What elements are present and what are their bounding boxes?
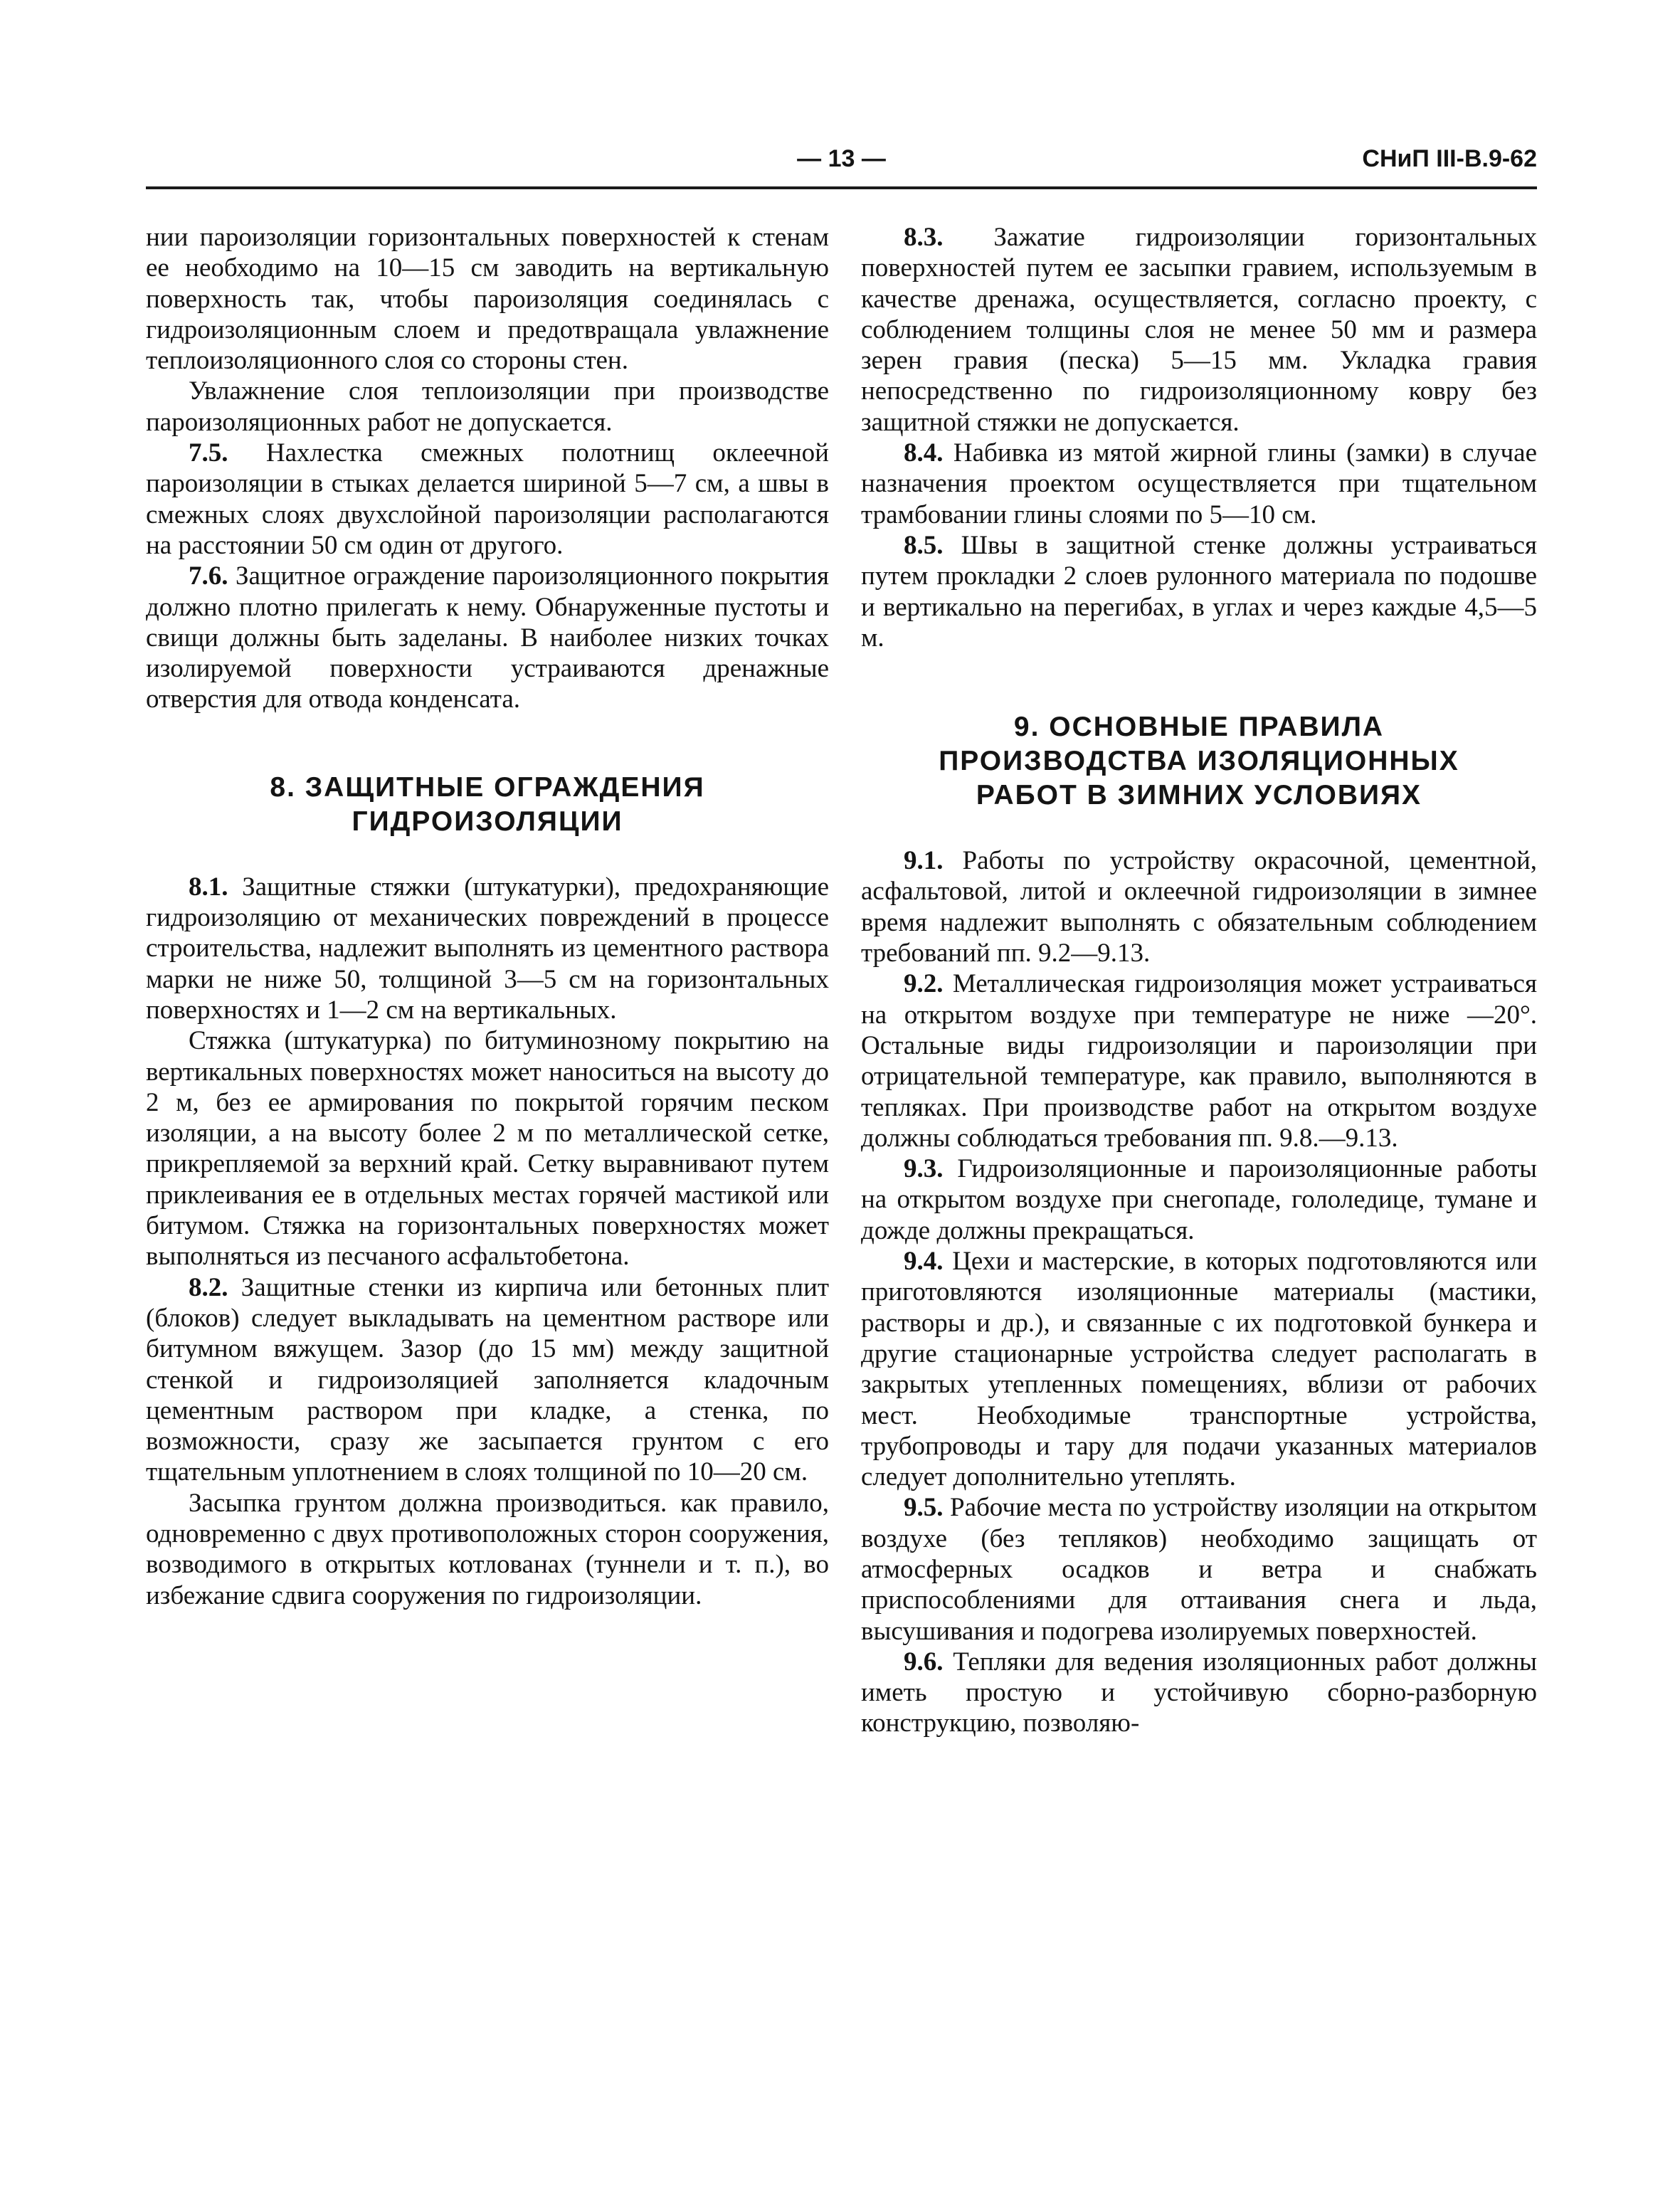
clause-8-2 (146, 1272, 829, 1488)
clause-number: 9.4. (904, 1247, 944, 1277)
section-title-line: 8. ЗАЩИТНЫЕ ОГРАЖДЕНИЯ (270, 771, 705, 803)
clause-number: 9.1. (904, 846, 944, 876)
clause-number: 9.2. (904, 969, 944, 999)
clause-9-1 (861, 845, 1537, 968)
section-title-line: РАБОТ В ЗИМНИХ УСЛОВИЯХ (976, 780, 1422, 811)
clause-8-3 (861, 222, 1537, 438)
clause-text: Зажатие гидроизоляции горизонтальных поверхностей путем ее засыпки гравием, используемым в качестве дренажа, осуществляется, согласно проекту, с соблюдением толщины слоя не менее 50 мм и размера зерен гравия (песка) 5—15 мм. Укладка гравия непосредственно по гидроизоляционному ковру без защитной стяжки не допускается. (861, 223, 1537, 437)
section-title-line: ПРОИЗВОДСТВА ИЗОЛЯЦИОННЫХ (939, 746, 1459, 777)
clause-9-3 (861, 1153, 1537, 1246)
left-column (146, 222, 829, 1611)
clause-number: 7.6. (189, 561, 228, 591)
clause-number: 8.5. (904, 530, 944, 560)
clause-text: Защитные стяжки (штукатурки), предохраняющие гидроизоляцию от механических повреждений в процессе строительства, надлежит выполнять из цементного раствора марки не ниже 50, толщиной 3—5 см на горизонтальных поверхностях и 1—2 см на вертикальных. (146, 872, 829, 1025)
page-number: — 13 — (797, 145, 886, 172)
clause-8-1 (146, 872, 829, 1025)
clause-9-6 (861, 1647, 1537, 1739)
clause-text: Рабочие места по устройству изоляции на открытом воздухе (без тепляков) необходимо защищать от атмосферных осадков и ветра и снабжать приспособлениями для оттаивания снега и льда, высушивания и подогрева изолируемых поверхностей. (861, 1493, 1537, 1646)
clause-text: Набивка из мятой жирной глины (замки) в случае назначения проектом осуществляется при тщательном трамбовании глины слоями по 5—10 см. (861, 438, 1537, 529)
clause-7-6 (146, 561, 829, 714)
clause-8-5 (861, 530, 1537, 653)
clause-text: Защитное ограждение пароизоляционного покрытия должно плотно прилегать к нему. Обнаруженные пустоты и свищи должны быть заделаны. В наиболее низких точках изолируемой поверхности устраиваются дренажные отверстия для отвода конденсата. (146, 561, 829, 714)
page-header (146, 139, 1537, 189)
clause-8-4 (861, 438, 1537, 530)
clause-text: Гидроизоляционные и пароизоляционные работы на открытом воздухе при снегопаде, гололедице, тумане и дожде должны прекращаться. (861, 1154, 1537, 1245)
section-title-line: 9. ОСНОВНЫЕ ПРАВИЛА (1013, 712, 1385, 743)
paragraph-moisture: Увлажнение слоя теплоизоляции при производстве пароизоляционных работ не допускается. (146, 376, 829, 437)
clause-text: Нахлестка смежных полотнищ оклеечной пароизоляции в стыках делается шириной 5—7 см, а швы в смежных слоях двухслойной пароизоляции располагаются на расстоянии 50 см один от другого. (146, 438, 829, 560)
section-8-title (146, 771, 829, 839)
section-9-title (861, 710, 1537, 813)
section-title-line: ГИДРОИЗОЛЯЦИИ (352, 806, 623, 837)
header-divider (146, 186, 1537, 189)
clause-9-5 (861, 1492, 1537, 1646)
clause-8-1-paragraph-2: Стяжка (штукатурка) по битуминозному покрытию на вертикальных поверхностях может наноситься на высоту до 2 м, без ее армирования по покрытой горячим песком изоляции, а на высоту более 2 м по металлической сетке, прикрепляемой за верхний край. Сетку выравнивают путем приклеивания ее в отдельных местах горячей мастикой или битумом. Стяжка на горизонтальных поверхностях может выполняться из песчаного асфальтобетона. (146, 1026, 829, 1272)
clause-8-2-paragraph-2: Засыпка грунтом должна производиться. как правило, одновременно с двух противоположных сторон сооружения, возводимого в открытых котлованах (туннели и т. п.), во избежание сдвига сооружения по гидроизоляции. (146, 1488, 829, 1610)
clause-number: 8.2. (189, 1272, 228, 1302)
clause-text: Цехи и мастерские, в которых подготовляются или приготовляются изоляционные материалы (мастики, растворы и др.), и связанные с их подготовкой бункера и другие стационарные устройства следует располагать в закрытых утепленных помещениях, вблизи от рабочих мест. Необходимые транспортные устройства, трубопроводы и тару для подачи указанных материалов следует дополнительно утеплять. (861, 1247, 1537, 1492)
clause-number: 8.3. (904, 223, 944, 252)
paragraph-continuation: нии пароизоляции горизонтальных поверхностей к стенам ее необходимо на 10—15 см заводить на вертикальную поверхность так, чтобы пароизоляция соединялась с гидроизоляционным слоем и предотвращала увлажнение теплоизоляционного слоя со стороны стен. (146, 223, 829, 376)
clause-text: Швы в защитной стенке должны устраиваться путем прокладки 2 слоев рулонного материала по подошве и вертикально на перегибах, в углах и через каждые 4,5—5 м. (861, 530, 1537, 653)
clause-number: 9.5. (904, 1493, 944, 1523)
right-column (861, 222, 1537, 1739)
clause-text: Тепляки для ведения изоляционных работ должны иметь простую и устойчивую сборно-разборную конструкцию, позволяю- (861, 1647, 1537, 1738)
clause-number: 9.6. (904, 1647, 944, 1677)
clause-7-5 (146, 438, 829, 561)
clause-number: 9.3. (904, 1154, 944, 1184)
clause-9-2 (861, 968, 1537, 1153)
clause-number: 8.4. (904, 438, 944, 468)
clause-9-4 (861, 1246, 1537, 1492)
clause-text: Металлическая гидроизоляция может устраиваться на открытом воздухе при температуре не ниже —20°. Остальные виды гидроизоляции и пароизоляции при отрицательной температуре, как правило, выполняются в тепляках. При производстве работ на открытом воздухе должны соблюдаться требования пп. 9.8.—9.13. (861, 969, 1537, 1153)
document-code: СНиП III-В.9-62 (1362, 145, 1537, 172)
clause-text: Защитные стенки из кирпича или бетонных плит (блоков) следует выкладывать на цементном растворе или битумном вяжущем. Зазор (до 15 мм) между защитной стенкой и гидроизоляцией заполняется кладочным цементным раствором при кладке, а стенка, по возможности, сразу же засыпается грунтом с его тщательным уплотнением в слоях толщиной по 10—20 см. (146, 1272, 829, 1487)
clause-text: Работы по устройству окрасочной, цементной, асфальтовой, литой и оклеечной гидроизоляции в зимнее время надлежит выполнять с обязательным соблюдением требований пп. 9.2—9.13. (861, 846, 1537, 968)
clause-number: 8.1. (189, 872, 228, 902)
clause-number: 7.5. (189, 438, 228, 468)
